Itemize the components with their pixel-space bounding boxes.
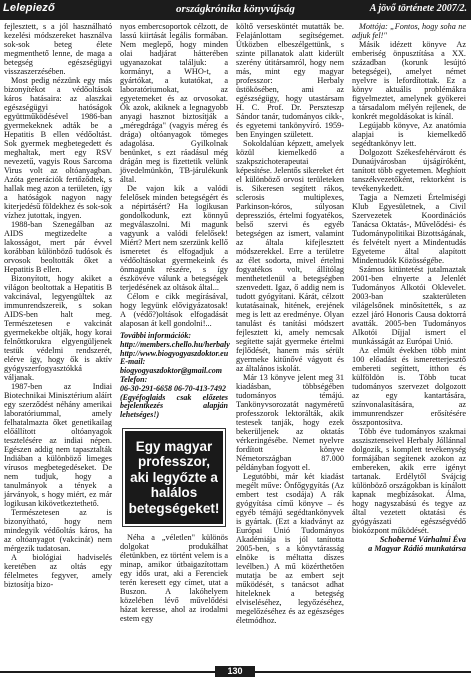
contact-link[interactable]: http://www.biogyogyaszdoktor.eu [120, 348, 229, 358]
article-column-2 [120, 22, 228, 623]
paragraph: De vajon kik a valódi felelősek minden betegségért és a népirtásért? Ha logikusan gondolkodunk, ezt könnyű megválaszolni. Mi magunk vagyunk a valódi felelősek! Miért? Mert nem szerzünk kellő ismeretet és elfogadjuk a védőoltásokat gyermekeink és önmagunk részére, s így észkövéve válunk a betegségek terjedésének az oltások által... [120, 184, 228, 292]
paragraph: Legújabb könyve, Az anatómia alapjai is kiemelkedő segédtankönyv lett. [352, 121, 466, 148]
paragraph: Bizonyított, hogy akiket a világon beoltottak a Hepatitis B vakcinával, legyengültek az immunrendszereik, s sokan AIDS-ben halt meg. Természetesen e vakcinát gyermekekbe oltják, hogy korai felnőttkorukra elgyengüljenek testük védelmi rendszerét, elérve így, hogy ők is aktív gyógyszerfogyasztókká váljanak. [4, 274, 112, 382]
paragraph: Tagja a Nemzeti Értelmiségi Klub Egyesületnek, a Civil Szervezetek Koordinációs Tanácsa Oktatás-, Művelődési- és Tudománypolitikai Bizottságának, és felvételt nyert a Mindentudás Egyeteme által alapított Mindentudók Közösségébe. [352, 193, 466, 265]
article-column-3 [236, 22, 344, 625]
author-affiliation: a Magyar Rádió munkatársa [368, 544, 466, 553]
page-footer [0, 667, 471, 677]
paragraph: Számos kitüntetést jutalmaztak 2001-ben elnyerte a Jelenlét Tudományos Alkotói Oklevelet. 2003-ban szakterületen világelsőnek minősítették, s az ezzel járó Honoris Causa doktorrá avatták. 2005-ben Tudományos Alkotói Díjjal ismert el munkásságát az Európai Unió. [352, 265, 466, 346]
page-header [0, 0, 471, 20]
paragraph: Már 13 könyve jelent meg 31 kiadásban, többségében tudományos témájú. Tankönyvsorozatát nagyméretű professzorok lektorálták, akik testesek tanják, hogy ezek bekerüljenek az oktatás vérkeringésébe. Nemet nyelvre fordított könyve Németországban 87.000 példányban fogyott el. [236, 373, 344, 472]
paragraph: Természetesen az is bizonyítható, hogy nem mindegyik védőoltás káros, ha az oltóanyagot (vakcinát) nem mérgezik tudatosan. [4, 508, 112, 553]
paragraph: nyos embercsoportok célzott, de lassú kiirtását legális formában. Nem meglepő, hogy minden olai hadjárat hátterében ugyanazokat találjuk: a kormányt, a WHO-t, a gyártókat, a kutatókat, a laboratóriumokat, az egyetemeket és az orvosokat. Ők azok, akiknek a legnagyobb anyagi hasznot biztosítják a „méregdrága" (vagyis méreg és drága) oltóanyagok tömeges adagolása. Gyilkolnak benünket, s ezt ráadásul még drágán meg is fizettetik velünk jövedelmünkön, TB-járulékunk által. [120, 22, 228, 184]
paragraph: Néha a „véletlen" különös dolgokat produkálhat életünkben, ez történt velem is a minap, amikor útbaigazítottam egy idős urat, aki a Ferenciek terén keresett egy címet, utat a Buszon. A lakóhelyem közelében lévő művelődési házat keresse, ahol az irodalmi estem egy [120, 533, 228, 624]
paragraph: Másik idézett könyve Az emberiség önpusztítása a XX. században (korunk lesújtó betegségei), amelyet német nyelvre is lefordítottak. Ez a könyv aktuális problémákra figyelmeztet, amelynek gyökerei a társadalom mélyén rejlenek, de konkrét megoldásokat is kínál. [352, 40, 466, 121]
paragraph: fejlesztett, s a jól használható kezelési módszereket használva sok-sok beteg élete megmenthető lenne, de maga a betegség egészségügyi visszaszerzésében. [4, 22, 112, 76]
contact-phone: 06-30-291-6658 06-70-413-7492 [120, 383, 226, 393]
callout-headline: Egy magyar professzor, aki legyőzte a halálos betegségeket! [125, 431, 223, 525]
paragraph: Most pedig nézzünk egy más bizonyítékot a védőoltások káros hatásaira: az alaszkai egészségügyi hatóságok együttműködésével 1986-ban gyermekeknek adták be a Hepatitis B ellen védőoltást. Sok gyermek megbetegedett és meghaltak, mert egy RSV nevezetű, vagyis Rous Sarcoma Virus volt az oltóanyagban. Azóta generációk fertőződtek, s hallak meg azon a területen, így a hatóságok nagyon nagy kiterjedésű földekhez és sok-sok vízhez jutottak, ingyen. [4, 76, 112, 220]
paragraph: Sokoldalúan képzett, amelyek közül kiemelkedő a szakpszichoterapeutai képesítése. Jelentős sikereket ért el különböző orvosi területeken is. Sikeresen segített rákos, sclerosis multiplexes, Parkinson-kóros, súlyosan depressziós, értelmi fogyatékos, belső szervi és egyéb betegségen az ismert, valamint az általa kifejlesztett módszerekkel. Erre a területre az élet sodorta, mivel értelmi fogyatékos volt, állítólag menthetetlenül a betegségben szenvedett. Igaz, ő addig nem is tudott gyógyítani. Kárát, célzott kutatásainak, hitének, erejének meg is lett az eredménye. Olyan tanulást és tanítási módszert fejlesztett ki, amely nemcsak segítette saját gyermeke értelmi fejlődését, hanem más sérült gyermeke kitűnővé vágyott és az általános iskolát. [236, 139, 344, 373]
callout-box [122, 428, 226, 528]
contact-label: Telefon: [120, 374, 148, 384]
motto: Mottója: „Fontos, hogy soha ne adjuk fel!" [352, 22, 466, 40]
paragraph: Az elmúlt években több mint 100 előadást és ismeretterjesztő embereti segíttett, itthon és külföldön is. Több tucat tudományos szervezet dolgozott az egy kantartására, színvonalasítására, az immunrendszer erősítésére összpontosítva. [352, 346, 466, 427]
section-label: Lelepiező [3, 2, 55, 14]
article-column-4 [352, 22, 466, 553]
contact-email[interactable]: biogyogyaszdoktor@gmail.com [120, 366, 222, 376]
paragraph: Legutóbbi, már két kiadást megélt műve: Önfőgygyítás (Az embert test csodája) A rák gyógyítása című könyve – és egyéb témájú segédtankönyvek is gyártak. (Ezt a kiadványt az Európai Unió Tudományos Akadémiája is jól tanította 2005-ben, s a könyvtárasság elnöke is méltatta díszes levélben.) A mű közérthetően mutatja be az embert sejt működését, s tanácsot adhat hiteleknek a betegség elviseléséhez, legyőzéséhez, megelőzéséhez és az egészséges életmódhoz. [236, 472, 344, 625]
page-number: 130 [215, 666, 255, 677]
paragraph: 1988-ban Szenegálban az AIDS megtizedelte a lakosságot, mert pár évvel korábban különböző tudósok és orvosok beoltották őket a Hepatitis B ellen. [4, 220, 112, 274]
contact-note: (Egyéfoglaids csak előzetes bejelentkezés alapján lehetséges!) [120, 392, 228, 420]
contact-heading: További információk: [120, 331, 192, 340]
contact-label: E-mail: [120, 357, 146, 367]
author-name: Schoberné Várhalmi Éva [379, 535, 466, 544]
paragraph: Célom e cikk megírásával, hogy legyünk elővigyázatosak! A (védő?)oltások elfogadását alaposan át kell gondolni!... [120, 292, 228, 328]
issue-label: A jövő története 2007/2. [369, 3, 467, 14]
contact-info [120, 332, 228, 420]
paragraph: Dolgozott Székesfehérvárott és Dunaújvárosban újságíróként, tanított több egyetemen. Meghíott tanszékvezetőként, rektorként is tevékenykedett. [352, 148, 466, 193]
paragraph: Több éve tudományos szakmai asszisztenseivel Herbaly Jóllánnal dolgozik, s komplett tevékenység formájában segítenek azokon az embereken, akik erre igényt tartanak. Erdélytől Svájcig különböző országokban is kínálott kapnak megbízásokat. Álma, hogy nagyszabású és tegye az által vezetett oktatási és gyógyászati egészségvédő biokózpont működését. [352, 427, 466, 535]
article-column-1 [4, 22, 112, 589]
paragraph: költő versesköntét mutatták be. Felajánlottam segítségemet. Útközben elbeszélgettünk, s szinte pillanatok alatt kiderült szerény útitársamról, hogy nem más, mint egy magyar professzor: Herbaly üstökösében, ami az egészségügy, hogy utastársam H. C. Prof. Dr. Perszteszp Sándor tanár, tudományos cikk-, és egyetemi tankönyvíró. 1959-ben Enyingen született. [236, 22, 344, 139]
publication-title: országkrónika könyvújság [176, 3, 295, 15]
contact-link[interactable]: http://members.chello.hu/herbaly [120, 339, 230, 349]
paragraph: A biológiai hadviselés keretében az oltás egy félelmetes fegyver, amely biztosítja bizo- [4, 553, 112, 589]
paragraph: 1987-ben az Indiai Biotechnikai Minisztérium aláírt egy szerződést néhány amerikai laboratóriummal, amely felhatalmazta őket genetikailag előállított oltóanyagok tesztelésére az indiai népen. Egészen addig nem tapasztalták Indiában a különböző limeges vírusos megbetegedéseket. De nem tudjuk, hogy a tanulmányok a tények a járványok, s hogy miért, ez már logikusan kikövetkeztethető. [4, 382, 112, 508]
